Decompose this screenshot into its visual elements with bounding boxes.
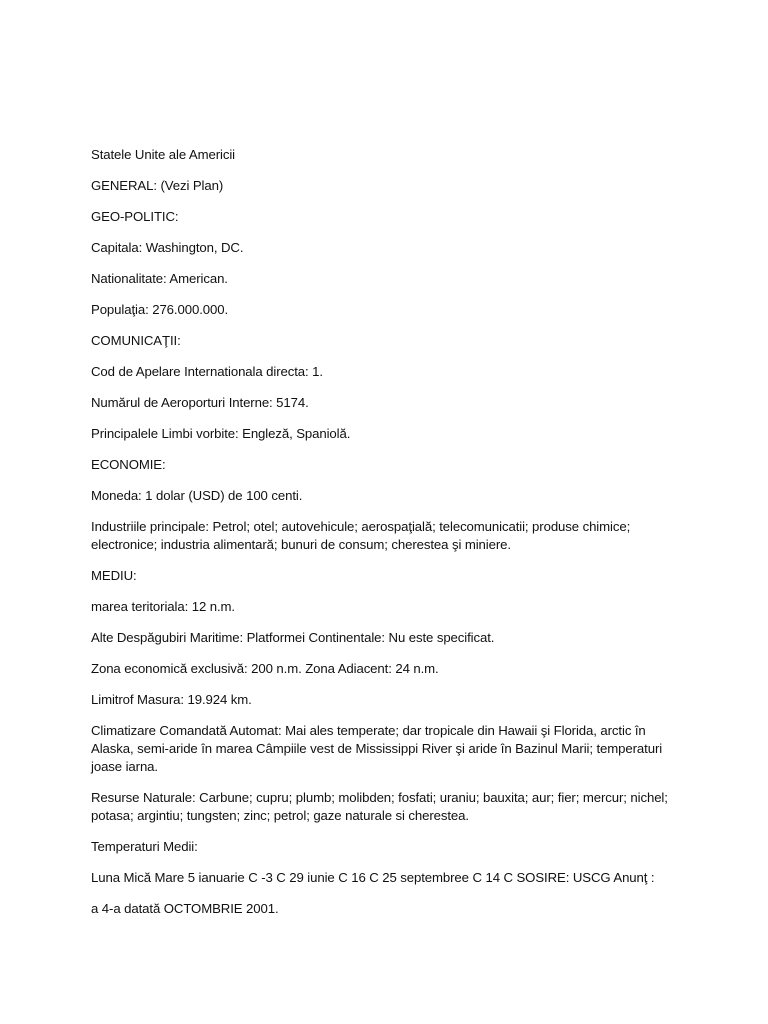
paragraph-languages: Principalele Limbi vorbite: Engleză, Spaniolă. xyxy=(91,426,351,441)
section-heading-economy: ECONOMIE: xyxy=(91,457,166,472)
paragraph-natural-resources: Resurse Naturale: Carbune; cupru; plumb; molibden; fosfati; uraniu; bauxita; aur; fier; mercur; nichel; potasa; argintiu; tungsten; zinc; petrol; gaze naturale si cherestea. xyxy=(91,790,668,823)
section-heading-environment: MEDIU: xyxy=(91,568,137,583)
section-heading-communications: COMUNICAŢII: xyxy=(91,333,181,348)
paragraph-economic-zone: Zona economică exclusivă: 200 n.m. Zona Adiacent: 24 n.m. xyxy=(91,661,439,676)
paragraph-population: Populaţia: 276.000.000. xyxy=(91,302,229,317)
paragraph-dialing-code: Cod de Apelare Internationala directa: 1. xyxy=(91,364,323,379)
paragraph-climate: Climatizare Comandată Automat: Mai ales temperate; dar tropicale din Hawaii şi Florida, arctic în Alaska, semi-aride în marea Câmpiile vest de Mississippi River şi aride în Bazinul Marii; temperaturi joase iarna. xyxy=(91,723,663,774)
document-body xyxy=(91,146,681,931)
paragraph-boundary: Limitrof Masura: 19.924 km. xyxy=(91,692,252,707)
section-heading-geo-politic: GEO-POLITIC: xyxy=(91,209,179,224)
paragraph-temperature-values: Luna Mică Mare 5 ianuarie C -3 C 29 iunie C 16 C 25 septembree C 14 C SOSIRE: USCG Anunţ : xyxy=(91,870,655,885)
paragraph-date: a 4-a datată OCTOMBRIE 2001. xyxy=(91,901,279,916)
paragraph-airports: Numărul de Aeroporturi Interne: 5174. xyxy=(91,395,309,410)
paragraph-nationality: Nationalitate: American. xyxy=(91,271,228,286)
paragraph-capital: Capitala: Washington, DC. xyxy=(91,240,244,255)
paragraph-currency: Moneda: 1 dolar (USD) de 100 centi. xyxy=(91,488,303,503)
paragraph-territorial-sea: marea teritoriala: 12 n.m. xyxy=(91,599,235,614)
paragraph-general: GENERAL: (Vezi Plan) xyxy=(91,178,224,193)
paragraph-average-temperatures: Temperaturi Medii: xyxy=(91,839,198,854)
document-title: Statele Unite ale Americii xyxy=(91,147,235,162)
paragraph-industries: Industriile principale: Petrol; otel; autovehicule; aerospaţială; telecomunicatii; produse chimice; electronice; industria alimentară; bunuri de consum; cherestea şi miniere. xyxy=(91,519,631,552)
paragraph-maritime-claims: Alte Despăgubiri Maritime: Platformei Continentale: Nu este specificat. xyxy=(91,630,495,645)
